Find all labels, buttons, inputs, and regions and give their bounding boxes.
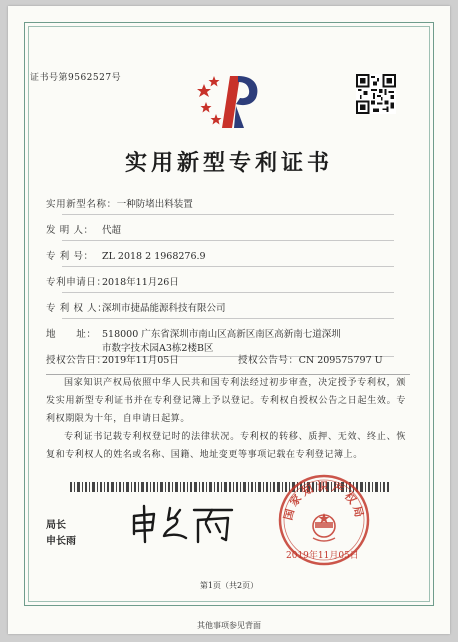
divider [62, 292, 394, 293]
patent-number-value: ZL 2018 2 1968276.9 [102, 251, 206, 262]
page-indicator: 第1页（共2页） [199, 581, 259, 590]
patent-office-logo [196, 72, 266, 130]
grant-statement-paragraph: 国家知识产权局依照中华人民共和国专利法经过初步审查，决定授予专利权，颁发实用新型专利证书并在专利登记簿上予以登记。专利权自授权公告之日起生效。专利权期限为十年，自申请日起算。 [46, 378, 406, 424]
patentee-row [46, 300, 226, 314]
address-line-2: 市数字技术园A3栋2楼B区 [102, 343, 214, 354]
patent-number-label: 专 利 号： [46, 251, 94, 262]
patentee-label: 专 利 权 人： [46, 303, 108, 314]
filing-date-row [46, 274, 179, 288]
patent-number-row [46, 248, 206, 262]
address-label: 地 址： [46, 329, 97, 340]
divider [62, 266, 394, 267]
divider [62, 214, 394, 215]
divider [62, 318, 394, 319]
footer-note: 其他事项参见背面 [197, 621, 261, 630]
utility-model-name-row [46, 196, 193, 210]
filing-date-label: 专利申请日： [46, 277, 107, 288]
certificate-title: 实用新型专利证书 [124, 150, 333, 176]
grant-number-row [238, 352, 383, 366]
certificate-number: 证书号第9562527号 [30, 73, 122, 83]
seal-date: 2019年11月05日 [286, 551, 359, 561]
grant-date-value: 2019年11月05日 [102, 355, 179, 366]
address-line-1: 518000 广东省深圳市南山区高新区南区高新南七道深圳 [102, 329, 341, 340]
address-row [46, 326, 341, 340]
inventor-label: 发 明 人： [46, 225, 94, 236]
grant-number-value: CN 209575797 U [298, 355, 383, 366]
grant-number-label: 授权公告号： [238, 355, 299, 366]
inventor-value: 代超 [102, 225, 122, 236]
grant-date-label: 授权公告日： [46, 355, 107, 366]
divider [62, 240, 394, 241]
handwritten-signature [128, 500, 238, 544]
qr-code [356, 74, 396, 114]
filing-date-value: 2018年11月26日 [102, 277, 179, 288]
signatory-name: 申长雨 [46, 536, 76, 547]
signatory-title: 局长 [46, 520, 66, 531]
grant-date-row [46, 352, 179, 366]
legal-status-paragraph: 专利证书记载专利权登记时的法律状况。专利权的转移、质押、无效、终止、恢复和专利权人的姓名或名称、国籍、地址变更等事项记载在专利登记簿上。 [46, 432, 406, 460]
utility-model-name-value: 一种防堵出料装置 [116, 199, 193, 210]
patentee-value: 深圳市捷晶能源科技有限公司 [102, 303, 226, 314]
utility-model-name-label: 实用新型名称： [46, 199, 117, 210]
svg-text:国家知识产权局: 国家知识产权局 [281, 480, 367, 522]
inventor-row [46, 222, 121, 236]
